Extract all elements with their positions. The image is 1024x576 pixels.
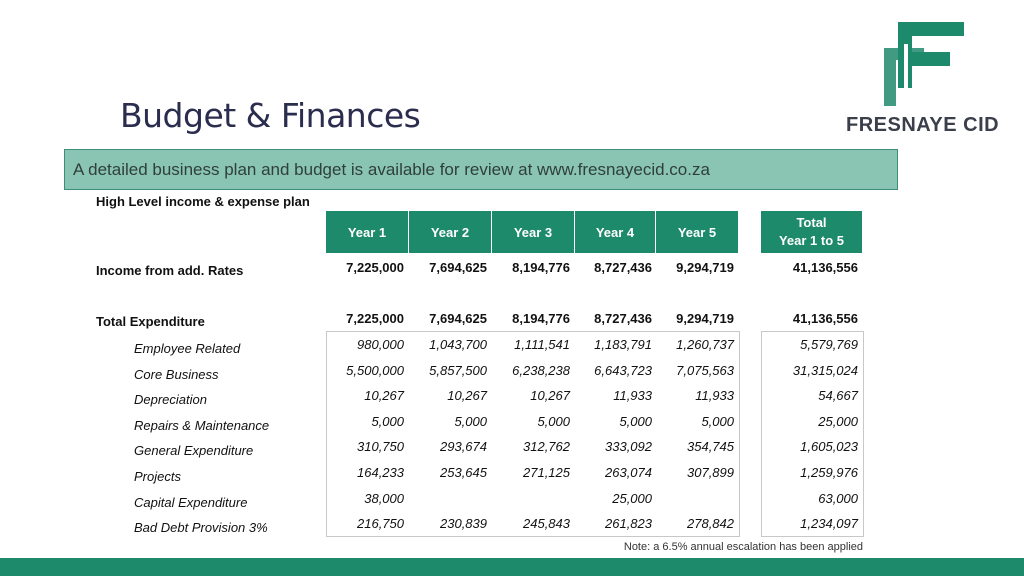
col-header-total: [761, 211, 862, 253]
income-year-3: 8,194,776: [512, 260, 570, 275]
item-year-4: 261,823: [605, 516, 652, 532]
item-label: Employee Related: [134, 341, 241, 356]
table-subtitle: High Level income & expense plan: [96, 194, 310, 209]
item-total: 31,315,024: [792, 362, 858, 378]
income-year-5: 9,294,719: [676, 260, 734, 275]
item-label: Capital Expenditure: [134, 494, 248, 510]
item-label: Projects: [134, 469, 181, 484]
company-logo: [846, 18, 1006, 138]
item-year-3: 245,843: [523, 516, 570, 532]
item-year-5: 7,075,563: [676, 362, 734, 378]
expenditure-year-1: 7,225,000: [346, 311, 404, 326]
item-total: 1,605,023: [800, 439, 858, 455]
item-year-5: 307,899: [687, 465, 734, 480]
item-year-5: 11,933: [695, 388, 734, 404]
income-label: Income from add. Rates: [96, 263, 244, 278]
item-year-2: 253,645: [440, 465, 487, 480]
income-year-2: 7,694,625: [429, 260, 487, 275]
item-year-5: 1,260,737: [676, 337, 734, 352]
expenditure-label: Total Expenditure: [96, 314, 205, 329]
item-total: 5,579,769: [800, 337, 858, 352]
item-year-2: 1,043,700: [429, 337, 487, 352]
item-year-5: 278,842: [687, 516, 734, 532]
item-year-1: 310,750: [357, 439, 404, 455]
item-year-1: 10,267: [364, 388, 404, 404]
item-label: Repairs & Maintenance: [134, 417, 270, 433]
item-total: 54,667: [818, 388, 858, 404]
banner-text: A detailed business plan and budget is available for review at www.fresnayecid.co.za: [73, 160, 710, 179]
item-label: Core Business: [134, 366, 219, 382]
item-label: Depreciation: [134, 392, 207, 408]
item-year-2: 5,857,500: [429, 362, 487, 378]
item-total: 25,000: [818, 413, 858, 429]
info-banner: [64, 149, 898, 190]
item-year-3: 6,238,238: [512, 362, 570, 378]
item-year-1: 980,000: [357, 337, 404, 352]
footer-bar: [0, 558, 1024, 576]
expenditure-year-4: 8,727,436: [594, 311, 652, 326]
item-year-3: 10,267: [530, 388, 570, 404]
expenditure-year-5: 9,294,719: [676, 311, 734, 326]
item-year-4: 6,643,723: [594, 362, 652, 378]
item-label: General Expenditure: [134, 443, 254, 459]
item-year-1: 5,500,000: [346, 362, 404, 378]
escalation-note: Note: a 6.5% annual escalation has been applied: [623, 541, 863, 553]
item-year-4: 25,000: [612, 490, 652, 506]
item-label: Bad Debt Provision 3%: [134, 520, 268, 536]
item-year-3: 312,762: [523, 439, 570, 455]
col-header-year-2: Year 2: [409, 211, 491, 253]
item-year-1: 38,000: [364, 490, 404, 506]
item-year-5: 354,745: [687, 439, 734, 455]
col-header-year-1: Year 1: [326, 211, 408, 253]
item-year-3: 1,111,541: [514, 337, 570, 352]
item-year-4: 5,000: [619, 413, 652, 429]
expenditure-total: 41,136,556: [792, 311, 858, 326]
item-year-5: 5,000: [701, 413, 734, 429]
col-header-year-3: Year 3: [492, 211, 574, 253]
fc-monogram-icon: [880, 18, 966, 110]
expenditure-year-2: 7,694,625: [429, 311, 487, 326]
total-header-line2: Year 1 to 5: [778, 233, 845, 248]
item-total: 1,259,976: [800, 465, 858, 480]
income-year-1: 7,225,000: [346, 260, 404, 275]
item-year-2: 5,000: [454, 413, 487, 429]
item-year-4: 1,183,791: [594, 337, 652, 352]
col-header-year-4: Year 4: [575, 211, 655, 253]
page-title: Budget & Finances: [120, 96, 421, 135]
income-total: 41,136,556: [792, 260, 858, 275]
item-total: 1,234,097: [800, 516, 858, 532]
item-year-2: 10,267: [447, 388, 487, 404]
item-year-4: 263,074: [605, 465, 652, 480]
expenditure-year-3: 8,194,776: [512, 311, 570, 326]
item-year-3: 5,000: [537, 413, 570, 429]
item-year-1: 216,750: [357, 516, 404, 532]
item-total: 63,000: [818, 490, 858, 506]
item-year-2: 293,674: [440, 439, 487, 455]
total-header-line1: Total: [796, 215, 827, 230]
item-year-1: 164,233: [357, 465, 404, 480]
item-year-4: 11,933: [613, 388, 652, 404]
logo-text: FRESNAYE CID: [846, 114, 1000, 136]
col-header-year-5: Year 5: [656, 211, 738, 253]
item-year-2: 230,839: [440, 516, 487, 532]
item-year-3: 271,125: [523, 465, 570, 480]
item-year-1: 5,000: [371, 413, 404, 429]
income-year-4: 8,727,436: [594, 260, 652, 275]
item-year-4: 333,092: [605, 439, 652, 455]
